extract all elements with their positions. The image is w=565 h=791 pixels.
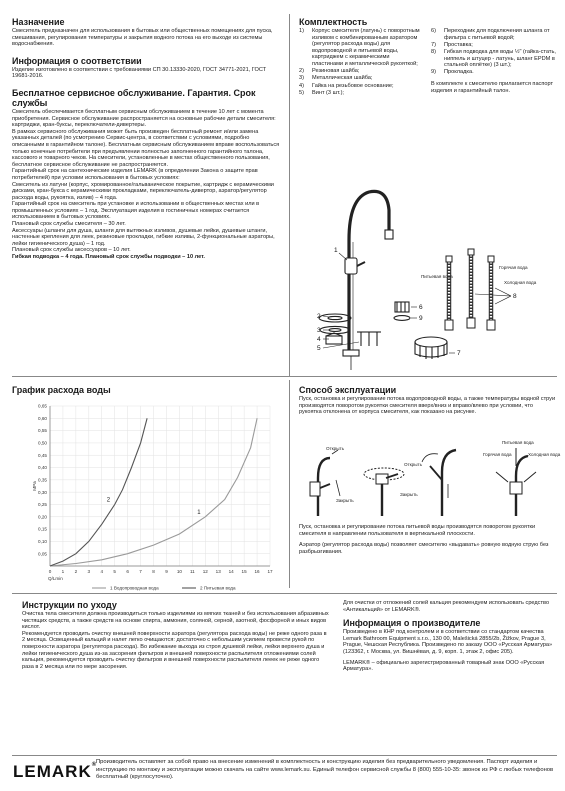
kit-note: В комплекте к смесителю прилагается паспорт изделия и гарантийный талон. <box>431 80 554 94</box>
y-tick-label: 0,45 <box>38 452 47 458</box>
warranty-paragraph: Плановый срок службы аксессуаров – 10 лет. <box>12 247 131 254</box>
y-tick-label: 0,35 <box>38 477 47 483</box>
y-tick-label: 0,55 <box>38 428 47 434</box>
care-text-3: Для очистки от отложений солей кальция рекомендуем использовать средство «Антикальций» от LEMARK®. <box>343 600 550 613</box>
y-tick-label: 0,10 <box>38 538 47 544</box>
x-axis-label: Q/Lmin <box>48 576 63 581</box>
x-tick-label: 9 <box>165 569 168 574</box>
x-tick-label: 14 <box>228 569 234 574</box>
kit-list-left <box>299 28 421 97</box>
callout-8: 8 <box>513 293 517 300</box>
list-item: 4) Гайка на резьбовое основание; <box>299 82 394 89</box>
purpose-text: Смеситель предназначен для использования в бытовых или общественных помещениях для пуска, смешивания, регулирования температуры и закрытия водного потока на его выходе из системы водоснабжения. <box>12 28 273 48</box>
divider <box>289 14 290 376</box>
label-open: Открыть <box>326 446 345 451</box>
divider <box>289 380 290 588</box>
purpose-title: Назначение <box>12 17 65 27</box>
lemark-logo: LEMARK® <box>13 762 98 781</box>
operation-text-3: Аэратор (регулятор расхода воды) позволяет смесителю «выдавать» ровную водную струю без разбрызгивания. <box>299 542 549 555</box>
lever-rotate-figure <box>364 468 404 516</box>
drinking-lever-figure <box>422 450 456 516</box>
label-hot-water: Горячая вода <box>499 265 528 270</box>
manufacturer-text-2: LEMARK® – официально зарегистрированный товарный знак ООО «Русская Арматура». <box>343 659 545 673</box>
callout-9: 9 <box>419 315 423 322</box>
left-top-column <box>12 17 280 261</box>
x-tick-label: 3 <box>87 569 91 574</box>
list-item: 1) Корпус смесителя (латунь) с поворотным изливом с комбинированным аэратором (регулятор расхода воды) для водопроводной и питьевой воды, картриджем с керамическими пластинами и металлической рукояткой; <box>299 28 420 67</box>
label-open: Открыть <box>404 462 423 467</box>
list-item: 7) Проставка; <box>431 41 473 48</box>
manufacturer-section <box>343 600 555 673</box>
x-tick-label: 0 <box>48 569 52 574</box>
x-tick-label: 5 <box>113 569 116 574</box>
y-tick-label: 0,65 <box>38 403 47 409</box>
rubber-washer <box>319 314 351 322</box>
callout-6: 6 <box>419 304 423 311</box>
kit-title: Комплектность <box>299 17 368 27</box>
kit-list-right <box>431 28 557 76</box>
kit-section <box>299 17 557 97</box>
label-close: Закрыть <box>336 498 354 503</box>
care-text-2: Рекомендуется проводить очистку внешней поверхности аэратора (регулятора расхода воды) не реже одного раза в 2 месяца. Освещенный кальций и налет легко очищаются: достаточно с небольшим усилием провести рукой по поверхности аэратора (регулятора расхода). Во избежание выхода из строя душевой лейки, лейки верхнего душа и лейки гигиенического душа из-за засорения фильтров и внешней поверхности распылителя отложениями солей кальция, рекомендуется проводить очистку фильтров и внешней поверхности распылителя лееек не реже одного раза в 2 месяца или по мере засорения. <box>22 630 327 670</box>
list-item: 2) Резиновая шайба; <box>299 68 360 75</box>
y-tick-label: 0,05 <box>38 551 47 557</box>
warranty-paragraph: Смеситель из латуни (корпус, хромированное/гальваническое покрытие, картридж с керамическими дисками, кран-букса с керамическими прокладками, переключатель-дивертор, аэратор/регулятор расхода воды, рукоятка, излив) – 4 года. <box>12 181 274 201</box>
manufacturer-text-1: Произведено в КНР под контролем и в соответствии со стандартом качества Lemark Bathroom Equipment s.r.o., 130 00, Malešická 2855/2b, Žižkov, Prague 3, Prague, Чешская Республика. Произведено по заказу ООО «Русская Арматура» (123362, г. Москва, ул. Вишнёвая, д. 9, корп. 1, этаж 2, офис 205). <box>343 629 553 655</box>
list-item: 5) Винт (3 шт.); <box>299 89 344 96</box>
parts-figure <box>299 170 557 370</box>
care-title: Инструкции по уходу <box>22 600 117 610</box>
y-tick-label: 0,20 <box>38 514 47 520</box>
x-tick-label: 12 <box>202 569 208 574</box>
x-tick-label: 8 <box>152 569 155 574</box>
x-tick-label: 7 <box>139 569 142 574</box>
callout-2: 2 <box>317 313 321 320</box>
x-tick-label: 6 <box>126 569 129 574</box>
warranty-paragraph: Гарантийный срок на смеситель при установке и использовании в общественных местах или в промышленных условиях – 1 год. Эксплуатация изделия в гостиничных номерах считается использованием в бытовых условиях. <box>12 201 260 221</box>
spacer <box>415 337 447 359</box>
y-tick-label: 0,30 <box>38 489 47 495</box>
callout-5: 5 <box>317 345 321 352</box>
divider <box>12 755 557 756</box>
flow-chart <box>12 398 282 591</box>
gasket <box>394 316 410 321</box>
operation-section <box>299 385 557 416</box>
divider <box>12 376 557 377</box>
y-tick-label: 0,15 <box>38 526 47 532</box>
callout-4: 4 <box>317 336 321 343</box>
callout-7: 7 <box>457 350 461 357</box>
x-tick-label: 17 <box>267 569 273 574</box>
callout-3: 3 <box>317 327 321 334</box>
label-drinking-water: Питьевая вода <box>502 440 534 445</box>
legend-entry: 1 Водопроводная вода <box>110 585 159 591</box>
y-tick-label: 0,50 <box>38 440 47 446</box>
label-drinking-water: Питьевая вода <box>421 274 453 279</box>
warranty-hose-line: Гибкая подводка – 4 года. Плановый срок службы подводки – 10 лет. <box>12 254 205 261</box>
flexible-hoses <box>445 249 495 330</box>
list-item: 9) Прокладка. <box>431 69 474 76</box>
faucet-handle <box>345 258 357 274</box>
warranty-paragraph: Плановый срок службы смесителя – 30 лет. <box>12 221 126 228</box>
list-item: 8) Гибкая подводка для воды ½" (гайка-стать, ниппель и штуцер - латунь, шланг EPDM в стальной оплётке) (3 шт.); <box>431 48 556 69</box>
care-section <box>22 600 330 670</box>
label-hot-water: Горячая вода <box>483 452 512 457</box>
legend-entry: 2 Питьевая вода <box>200 585 236 591</box>
care-text-1: Очистка тела смесителя должна производиться только изделиями из мягких тканей и без использования абразивных чистящих средств, а также средств на основе спирта, аммония, соляной, серной, азотной, фосфорной и иных видов кислот. <box>22 611 329 631</box>
operation-text-1: Пуск, остановка и регулирование потока водопроводной воды, а также температуры водной струи производятся поворотом рукоятки смесителя вверх/вниз и вправо/влево при условии, что рукоятка отклонена от корпуса смесителя, как показано на рисунке. <box>299 396 556 416</box>
warranty-paragraph: Аксессуары (шланги для душа, шланги для вытяжных изливов, душевые лейки, душевые штанги, настенные крепления для леек, резиновые прокладки, гибкие изливы, 2-функциональные аэраторы, лейки гигиенического душа) – 1 год. <box>12 227 275 247</box>
manufacturer-title: Информация о производителе <box>343 618 481 629</box>
callout-1: 1 <box>334 247 338 254</box>
hot-cold-figure <box>496 448 536 516</box>
label-close: Закрыть <box>400 492 418 497</box>
series-number-label: 2 <box>106 497 111 504</box>
x-tick-label: 10 <box>176 569 182 574</box>
y-tick-label: 0,60 <box>38 415 47 421</box>
flow-chart-title: График расхода воды <box>12 385 111 395</box>
operation-text-2: Пуск, остановка и регулирование потока питьевой воды производятся поворотом рукоятки смесителя в направлении пользователя в вертикальной плоскости. <box>299 524 536 537</box>
warranty-paragraph: Гарантийный срок на сантехнические изделия LEMARK (в определении Закона о защите прав потребителей) при условии использования в бытовых условиях: <box>12 168 258 181</box>
screws <box>357 332 381 346</box>
x-tick-label: 15 <box>241 569 247 574</box>
x-tick-label: 1 <box>61 569 65 574</box>
x-tick-label: 2 <box>74 569 78 574</box>
nut <box>326 336 342 344</box>
x-tick-label: 13 <box>215 569 221 574</box>
list-item: 6) Переходник для подключения шланга от фильтра с питьевой водой; <box>431 28 550 41</box>
series-number-label: 1 <box>197 509 201 516</box>
y-axis-label: MPa <box>32 481 37 491</box>
lever-up-down-figure <box>310 450 340 516</box>
divider <box>12 593 557 594</box>
list-item: 3) Металлическая шайба; <box>299 75 373 82</box>
y-tick-label: 0,25 <box>38 502 47 508</box>
footer-text: Производитель оставляет за собой право на внесение изменений в комплектность и конструкцию изделия без предварительного уведомления. Паспорт изделия и инструкцию по монтажу и эксплуатации можно скачать на сайте www.lemark.su. Единый телефон сервисной службы 8 (800) 555-10-35: звонок из РФ с любых телефонов бесплатный (круглосуточно). <box>96 759 554 780</box>
compliance-title: Информация о соответствии <box>12 55 142 66</box>
operation-figure <box>296 436 561 520</box>
x-tick-label: 11 <box>189 569 195 574</box>
x-tick-label: 4 <box>100 569 104 574</box>
warranty-paragraph: В рамках сервисного обслуживания может быть произведен бесплатный ремонт и/или замена указанных деталей (по усмотрению Сервис-центра, в соответствии с условиями, подробно описанными в гарантийном талоне). Бесплатным сервисным обслуживанием вправе воспользоваться только конечные потребители при предъявлении полностью заполненного гарантийного талона, кассового и товарного чеков. На смесители, установленные в местах общественного пользования, бесплатное сервисное обслуживание не распространяется. <box>12 128 280 168</box>
x-tick-label: 16 <box>254 569 260 574</box>
label-cold-water: Холодная вода <box>528 452 561 457</box>
compliance-text: Изделие изготовлено в соответствии с требованиями СП 30.13330-2020, ГОСТ 34771-2021, ГОСТ 19681-2016. <box>12 66 267 80</box>
y-tick-label: 0,40 <box>38 465 47 471</box>
warranty-paragraph: Смеситель обеспечивается бесплатным сервисным обслуживанием в течение 10 лет с момента приобретения. Сервисное обслуживание распространяется на основные рабочие детали смесителя: картриджи, кран-буксы, переключатели-дивертеры. <box>12 108 276 129</box>
label-cold-water: Холодная вода <box>504 280 537 285</box>
operation-title: Способ эксплуатации <box>299 385 397 395</box>
operation-notes <box>299 524 557 555</box>
warranty-title: Бесплатное сервисное обслуживание. Гарантия. Срок службы <box>12 87 256 108</box>
